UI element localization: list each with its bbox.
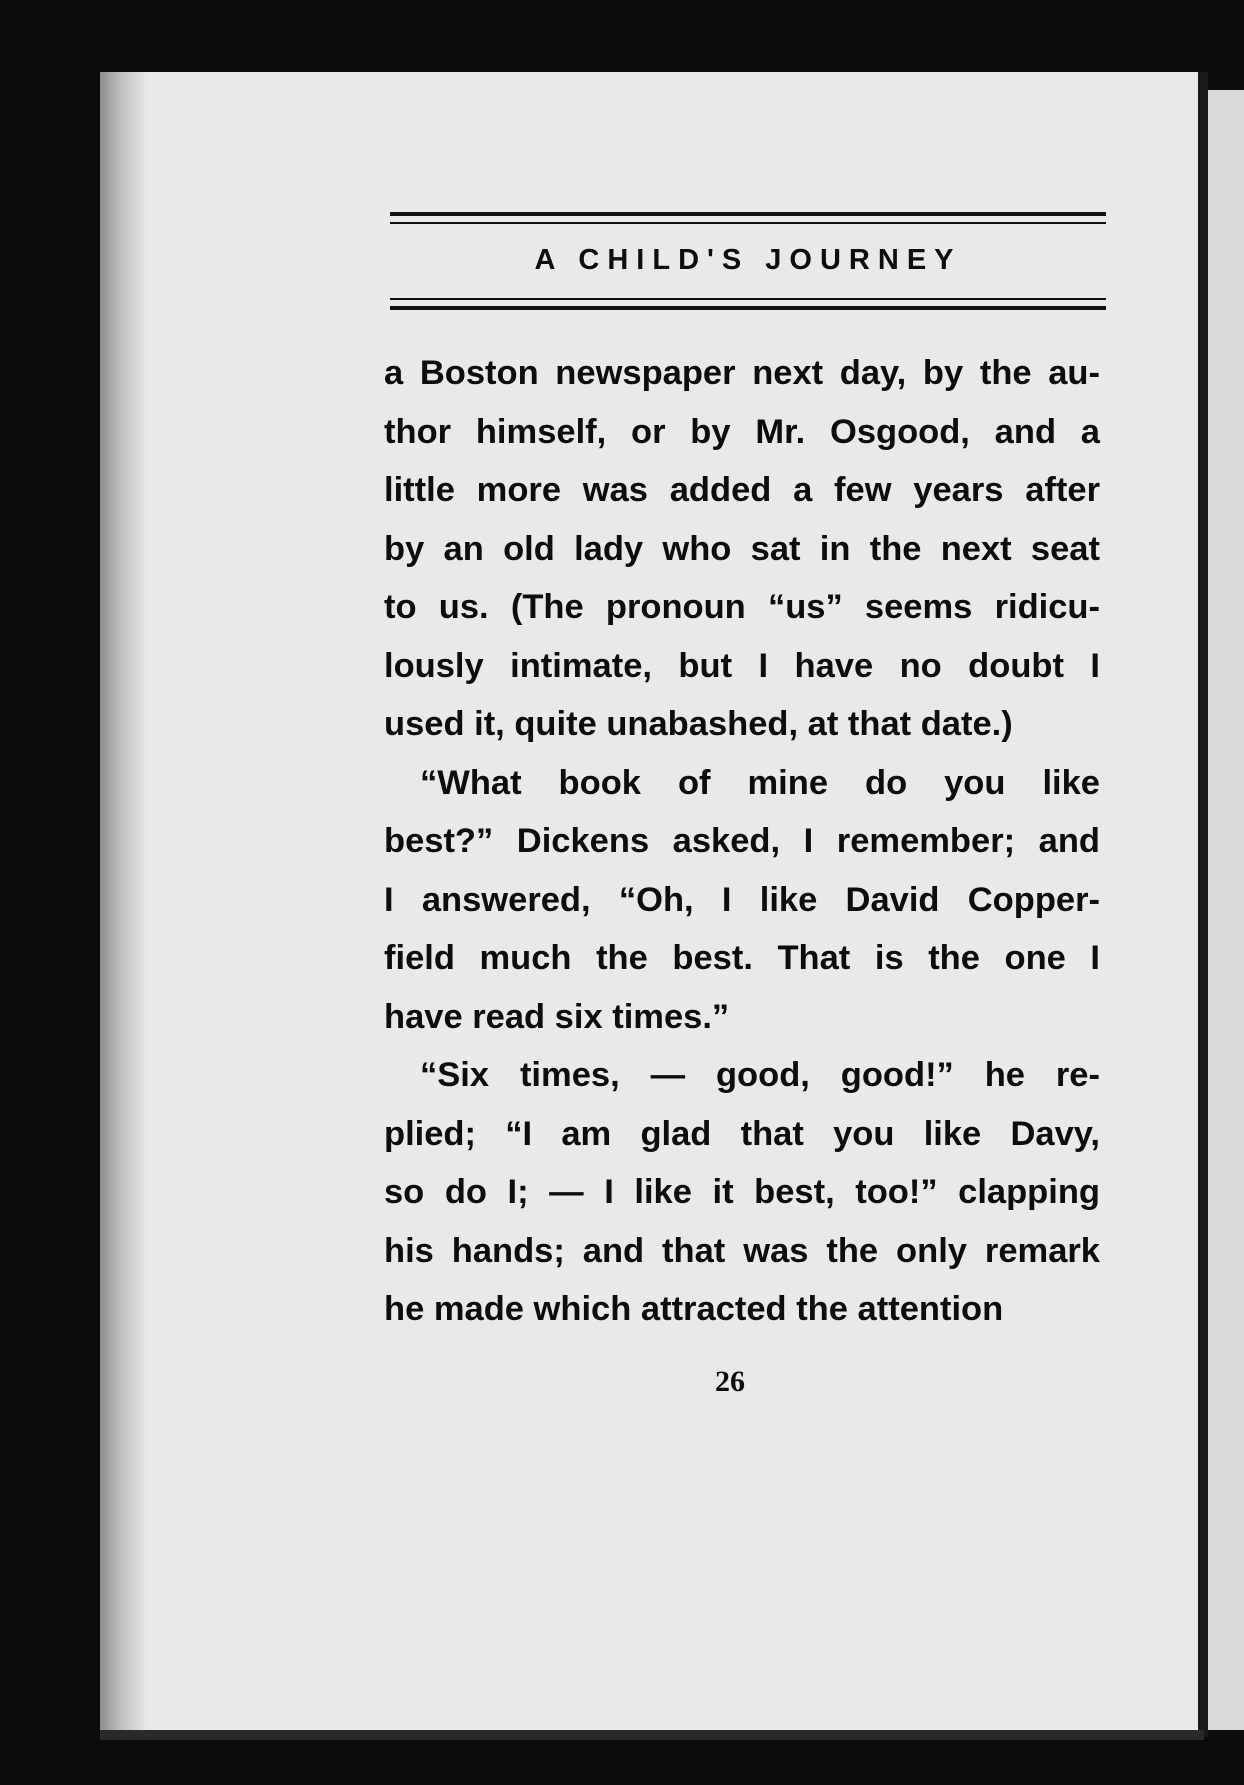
text-line: he made which attracted the attention (384, 1290, 1004, 1328)
text-line: his hands; and that was the only remark (384, 1231, 1100, 1270)
header-rule-top-thick (390, 212, 1106, 216)
text-line: a Boston newspaper next day, by the au- (384, 354, 1100, 392)
text-line: to us. (The pronoun “us” seems ridicu- (384, 588, 1100, 626)
text-line: “Six times, — good, good!” he re- (420, 1056, 1100, 1094)
text-line: little more was added a few years after (384, 471, 1100, 509)
text-line: plied; “I am glad that you like Davy, (384, 1114, 1100, 1153)
text-line: “What book of mine do you like (420, 763, 1100, 802)
header-rule-bottom-thin (390, 298, 1106, 300)
gutter-shadow (1198, 72, 1208, 1737)
text-line: by an old lady who sat in the next seat (384, 529, 1100, 568)
text-line: lously intimate, but I have no doubt I (384, 646, 1100, 685)
body-text (384, 344, 1100, 1339)
header-rule-bottom-thick (390, 306, 1106, 310)
text-line: have read six times.” (384, 997, 730, 1036)
text-line: thor himself, or by Mr. Osgood, and a (384, 412, 1100, 451)
text-line: so do I; — I like it best, too!” clapping (384, 1173, 1100, 1211)
page-binding-edge (100, 72, 148, 1737)
running-head: A CHILD'S JOURNEY (534, 244, 962, 276)
page-bottom-shadow (100, 1730, 1204, 1740)
text-line: field much the best. That is the one I (384, 939, 1100, 977)
page-number: 26 (715, 1365, 745, 1398)
adjacent-page-edge (1208, 90, 1244, 1730)
header-rule-top-thin (390, 222, 1106, 224)
text-line: best?” Dickens asked, I remember; and (384, 822, 1100, 860)
text-line: used it, quite unabashed, at that date.) (384, 705, 1013, 743)
text-line: I answered, “Oh, I like David Copper- (384, 880, 1100, 919)
